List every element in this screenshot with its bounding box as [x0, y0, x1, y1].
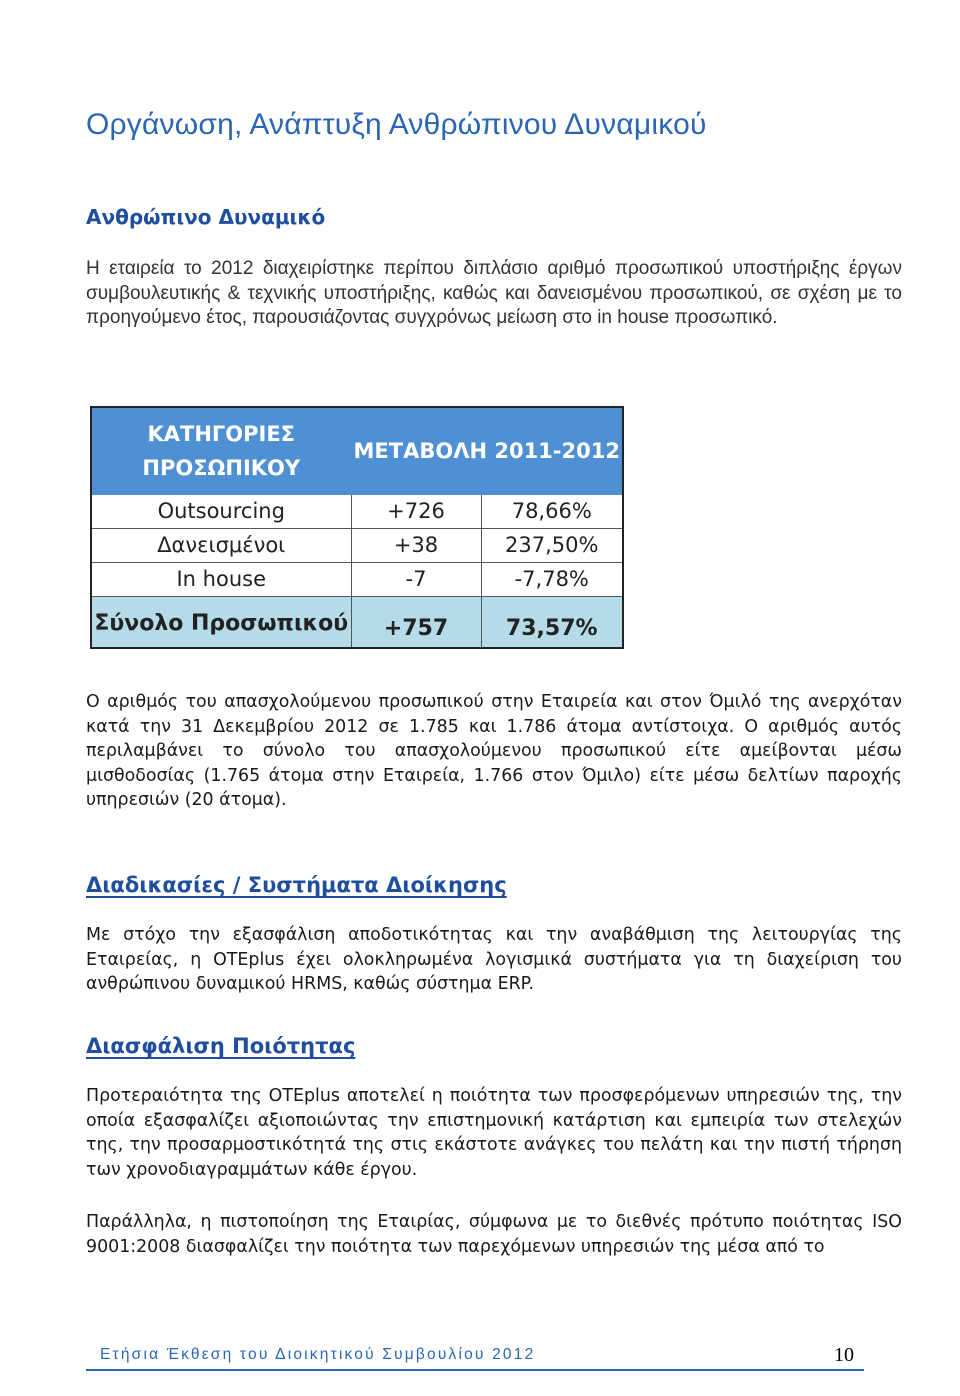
- row-change: -7: [351, 562, 481, 596]
- row-change: +726: [351, 494, 481, 528]
- quality-paragraph-1: Προτεραιότητα της OTEplus αποτελεί η ποιότητα των προσφερόμενων υπηρεσιών της, την οποία εξασφαλίζει αξιοποιώντας την επιστημονική κατάρτιση και εμπειρία των στελεχών της, την προσαρμοστικότητά της στις εκάστοτε ανάγκες του πελάτη και την πιστή τήρηση των χρονοδιαγραμμάτων κάθε έργου.: [86, 1086, 902, 1180]
- row-percent: -7,78%: [481, 562, 623, 596]
- footer-text: Ετήσια Έκθεση του Διοικητικού Συμβουλίου 2012: [100, 1346, 536, 1363]
- total-change: +757: [351, 596, 481, 648]
- page-number: 10: [834, 1344, 854, 1366]
- header-change: ΜΕΤΑΒΟΛΗ 2011-2012: [351, 407, 623, 494]
- table-row: [91, 528, 623, 562]
- quality-paragraph-2: Παράλληλα, η πιστοποίηση της Εταιρίας, σύμφωνα με το διεθνές πρότυπο ποιότητας ISO 9001:2008 διασφαλίζει την ποιότητα των παρεχόμενων υπηρεσιών της μέσα από το: [86, 1212, 902, 1257]
- header-category: ΚΑΤΗΓΟΡΙΕΣ ΠΡΟΣΩΠΙΚΟΥ: [91, 407, 351, 494]
- table-total-row: [91, 596, 623, 648]
- row-percent: 237,50%: [481, 528, 623, 562]
- total-label: Σύνολο Προσωπικού: [91, 596, 351, 648]
- row-percent: 78,66%: [481, 494, 623, 528]
- section-heading-quality: Διασφάλιση Ποιότητας: [86, 1034, 356, 1058]
- row-category: In house: [91, 562, 351, 596]
- section-heading-procedures: Διαδικασίες / Συστήματα Διοίκησης: [86, 873, 507, 897]
- total-percent: 73,57%: [481, 596, 623, 648]
- page-title: Οργάνωση, Ανάπτυξη Ανθρώπινου Δυναμικού: [86, 108, 707, 141]
- staff-count-paragraph: Ο αριθμός του απασχολούμενου προσωπικού στην Εταιρεία και στον Όμιλό της ανερχόταν κατά την 31 Δεκεμβρίου 2012 σε 1.785 και 1.786 άτομα αντίστοιχα. Ο αριθμός αυτός περιλαμβάνει το σύνολο του απασχολούμενου προσωπικού είτε αμείβονται μέσω μισθοδοσίας (1.765 άτομα στην Εταιρεία, 1.766 στον Όμιλο) είτε μέσω δελτίων παροχής υπηρεσιών (20 άτομα).: [86, 692, 902, 810]
- staff-change-table: [90, 406, 624, 649]
- table-row: [91, 562, 623, 596]
- row-category: Δανεισμένοι: [91, 528, 351, 562]
- section-heading-human-resources: Ανθρώπινο Δυναμικό: [86, 205, 326, 229]
- intro-paragraph: Η εταιρεία το 2012 διαχειρίστηκε περίπου διπλάσιο αριθμό προσωπικού υποστήριξης έργων συμβουλευτικής & τεχνικής υποστήριξης, καθώς και δανεισμένου προσωπικού, σε σχέση με το προηγούμενο έτος, παρουσιάζοντας συγχρόνως μείωση στο in house προσωπικό.: [86, 258, 902, 328]
- footer-rule: [86, 1369, 864, 1371]
- procedures-paragraph: Με στόχο την εξασφάλιση αποδοτικότητας και την αναβάθμιση της λειτουργίας της Εταιρείας, η OTEplus έχει ολοκληρωμένα λογισμικά συστήματα για τη διαχείριση του ανθρώπινου δυναμικού HRMS, καθώς σύστημα ERP.: [86, 925, 902, 994]
- table-row: [91, 494, 623, 528]
- row-category: Outsourcing: [91, 494, 351, 528]
- row-change: +38: [351, 528, 481, 562]
- table-header-row: [91, 407, 623, 494]
